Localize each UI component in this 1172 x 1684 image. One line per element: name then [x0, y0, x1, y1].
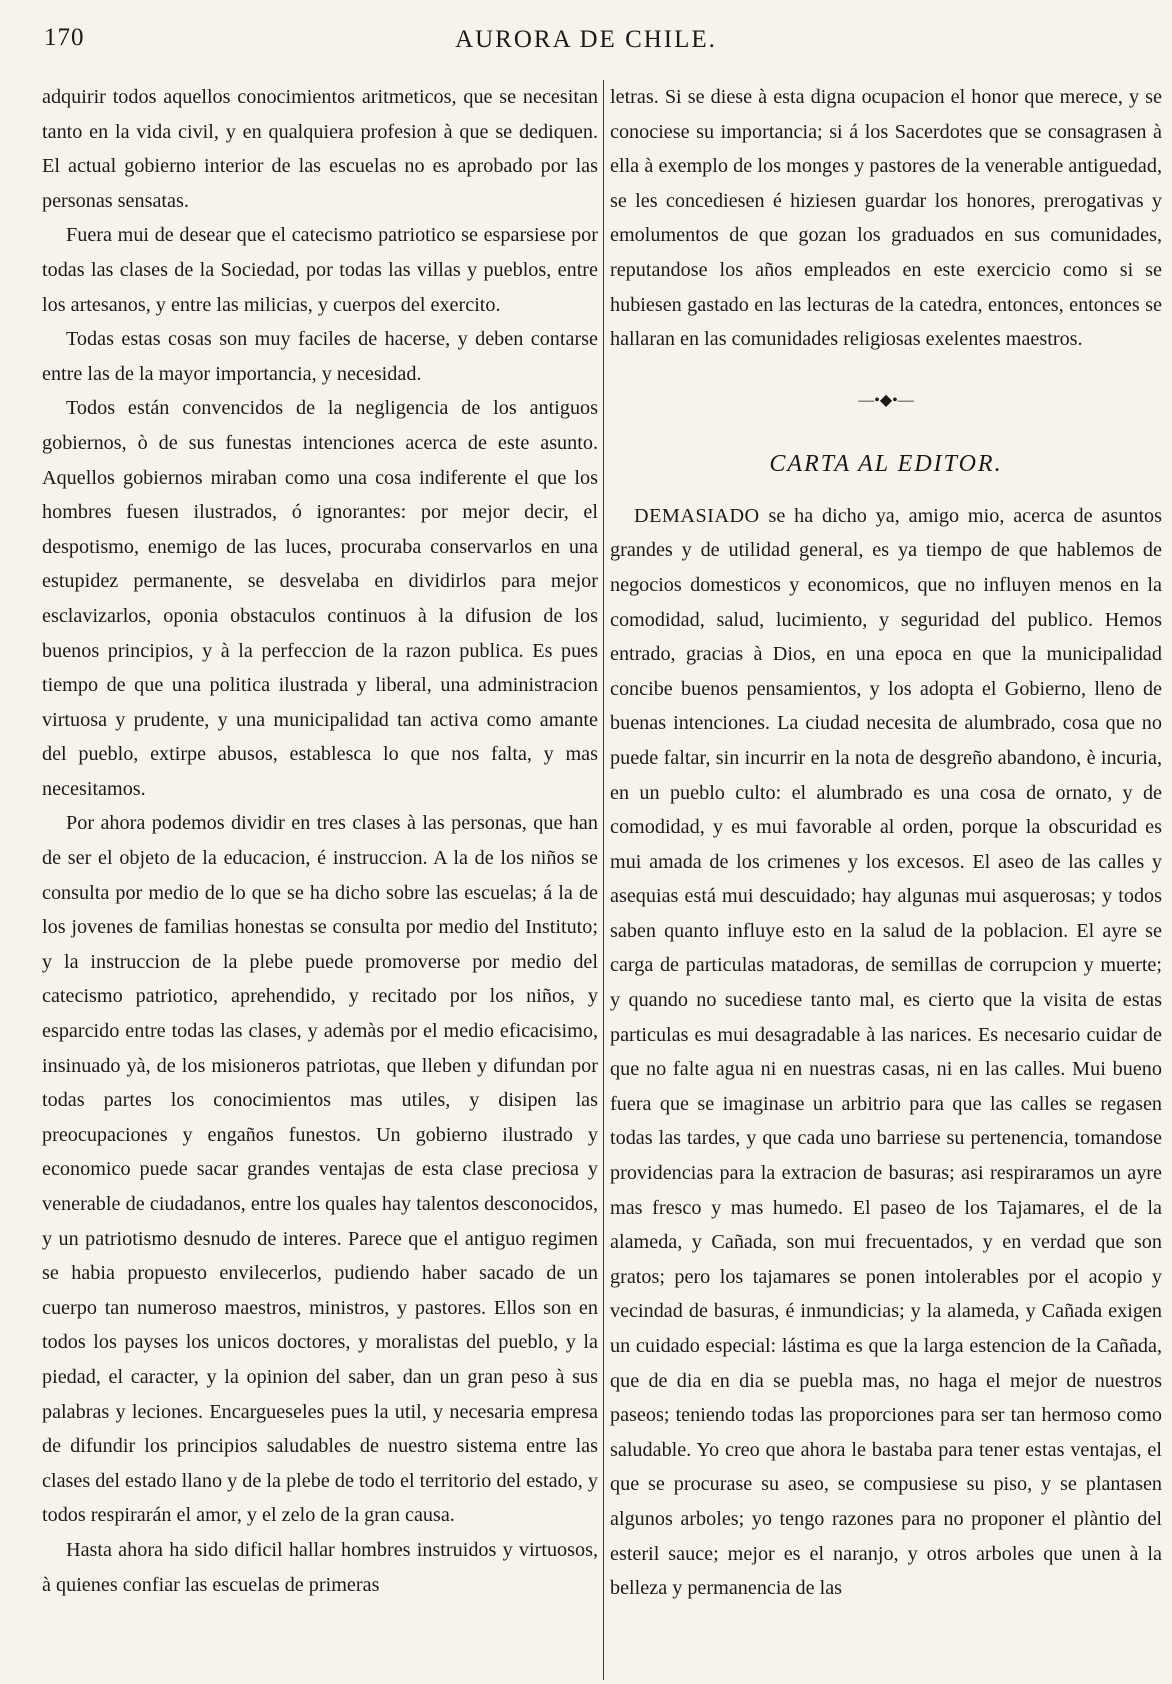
section-title: CARTA AL EDITOR.	[769, 450, 1003, 477]
left-paragraph-1: adquirir todos aquellos conocimientos aritmeticos, que se necesitan tanto en la vida civil, y en qualquiera profesion à que se dediquen. El actual gobierno interior de las escuelas no es aprobado por las personas sensatas.	[42, 86, 598, 212]
left-paragraph-5: Por ahora podemos dividir en tres clases à las personas, que han de ser el objeto de la educacion, é instruccion. A la de los niños se consulta por medio de lo que se ha dicho sobre las escuelas; á la de los jovenes de familias honestas se consulta por medio del Instituto; y la instruccion de la plebe puede promoverse por medio del catecismo patriotico, aprehendido, y recitado por los niños, y esparcido entre todas las clases, y ademàs por el medio eficacisimo, insinuado yà, de los misioneros patriotas, que lleben y difundan por todas partes los conocimientos mas utiles, y disipen las preocupaciones y engaños funestos. Un gobierno ilustrado y economico puede sacar grandes ventajas de esta clase preciosa y venerable de ciudadanos, entre los quales hay talentos desconocidos, y un patriotismo desnudo de interes. Parece que el antiguo regimen se habia propuesto envilecerlos, pudiendo haber sacado de un cuerpo tan numeroso maestros, ministros, y pastores. Ellos son en todos los payses los unicos doctores, y moralistas del pueblo, y la piedad, el caracter, y la opinion del saber, dan un gran peso à sus palabras y leciones. Encargueseles pues la util, y necesaria empresa de difundir los principios saludables de nuestro sistema entre las clases del estado llano y de la plebe de todo el territorio del estado, y todos respirarán el amor, y el zelo de la gran causa.	[42, 812, 598, 1527]
running-title: AURORA DE CHILE.	[455, 26, 717, 53]
page-number: 170	[44, 24, 85, 51]
left-paragraph-2: Fuera mui de desear que el catecismo patriotico se esparsiese por todas las clases de la Sociedad, por todas las villas y pueblos, entre los artesanos, y entre las milicias, y cuerpos del exercito.	[42, 224, 598, 316]
column-divider	[603, 80, 604, 1680]
left-column	[42, 80, 598, 1602]
section-ornament: —•◆•—	[858, 391, 914, 409]
right-column	[610, 80, 1162, 1606]
letter-opening-word: DEMASIADO	[634, 504, 760, 527]
letter-body: se ha dicho ya, amigo mio, acerca de asuntos grandes y de utilidad general, es ya tiempo de que hablemos de negocios domesticos y economicos, que no influyen menos en la comodidad, salud, lucimiento, y seguridad del publico. Hemos entrado, gracias à Dios, en una epoca en que la municipalidad concibe buenos pensamientos, y los adopta el Gobierno, lleno de buenas intenciones. La ciudad necesita de alumbrado, cosa que no puede faltar, sin incurrir en la nota de desgreño abandono, è incuria, en un pueblo culto: el alumbrado es una cosa de ornato, y de comodidad, y es mui favorable al orden, porque la obscuridad es mui amada de los crimenes y los excesos. El aseo de las calles y asequias está mui descuidado; hay algunas mui asquerosas; y todos saben quanto influye esto en la salud de la poblacion. El ayre se carga de particulas matadoras, de semillas de corrupcion y muerte; y quando no sucediese tanto mal, es cierto que la visita de estas particulas es mui desagradable à las narices. Es necesario cuidar de que no falte agua ni en nuestras casas, ni en las calles. Mui bueno fuera que se imaginase un arbitrio para que las calles se regasen todas las tardes, y que cada uno barriese su pertenencia, tomandose providencias para la extracion de basuras; asi respiraramos un ayre mas fresco y mas humedo. El paseo de los Tajamares, el de la alameda, y Cañada, son mui frecuentados, y en verdad que son gratos; pero los tajamares se ponen intolerables por el acopio y vecindad de basuras, é inmundicias; y la alameda, y Cañada exigen un cuidado especial: lástima es que la larga estencion de la Cañada, que de dia en dia se puebla mas, no haga el mejor de nuestros paseos; teniendo todas las proporciones para ser tan hermoso como saludable. Yo creo que ahora le bastaba para tener estas ventajas, el que se procurase su aseo, se compusiese su piso, y se plantasen algunos arboles; yo tengo razones para no proponer el plàntio del esteril sauce; mejor es el naranjo, y otros arboles que unen à la belleza y permanencia de las	[610, 504, 1163, 1600]
left-paragraph-6: Hasta ahora ha sido dificil hallar hombres instruidos y virtuosos, à quienes confiar las escuelas de primeras	[42, 1538, 598, 1596]
left-paragraph-3: Todas estas cosas son muy faciles de hacerse, y deben contarse entre las de la mayor importancia, y necesidad.	[42, 328, 598, 385]
letter-paragraph	[610, 499, 1162, 1606]
left-paragraph-4: Todos están convencidos de la negligencia de los antiguos gobiernos, ò de sus funestas intenciones acerca de este asunto. Aquellos gobiernos miraban como una cosa indiferente el que los hombres fuesen ilustrados, ó ignorantes: por mejor decir, el despotismo, enemigo de las luces, procuraba conservarlos en una estupidez permanente, se desvelaba en dividirlos para mejor esclavizarlos, oponia obstaculos continuos à la difusion de los buenos principios, y à la perfeccion de la razon publica. Es pues tiempo de que una politica ilustrada y liberal, una administracion virtuosa y prudente, y una municipalidad tan activa como amante del pueblo, extirpe abusos, establesca lo que nos falta, y mas necesitamos.	[42, 397, 598, 800]
right-continuation-paragraph: letras. Si se diese à esta digna ocupacion el honor que merece, y se conociese su importancia; si á los Sacerdotes que se consagrasen à ella à exemplo de los monges y pastores de la venerable antiguedad, se les concediesen é hiziesen guardar los honores, prerogativas y emolumentos de que gozan los graduados en sus comunidades, reputandose los años empleados en este exercicio como si se hubiesen gastado en las lecturas de la catedra, entonces, entonces se hallaran en las comunidades religiosas exelentes maestros.	[610, 86, 1162, 351]
